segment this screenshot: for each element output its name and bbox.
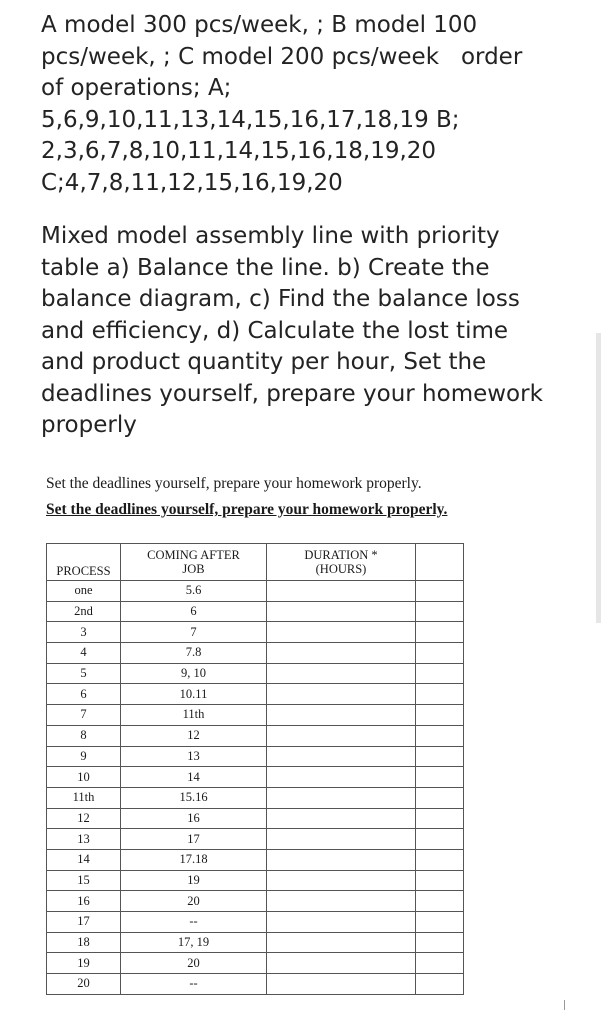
duration-cell [267, 684, 416, 705]
empty-cell [416, 725, 464, 746]
coming-after-cell: 20 [121, 953, 267, 974]
table-row [47, 746, 464, 767]
coming-after-cell: 12 [121, 725, 267, 746]
empty-cell [416, 601, 464, 622]
header-coming-after [121, 544, 267, 581]
table-body [47, 581, 464, 995]
task-line: and efficiency, d) Calculate the lost time [41, 317, 509, 344]
empty-cell [416, 870, 464, 891]
table-row [47, 622, 464, 643]
empty-cell [416, 829, 464, 850]
table-row [47, 891, 464, 912]
coming-after-cell: 17, 19 [121, 932, 267, 953]
duration-cell [267, 663, 416, 684]
duration-cell [267, 932, 416, 953]
question-line: C;4,7,8,11,12,15,16,19,20 [41, 169, 343, 196]
question-line: pcs/week, ; C model 200 pcs/week order [41, 43, 523, 70]
empty-cell [416, 891, 464, 912]
empty-cell [416, 849, 464, 870]
empty-cell [416, 932, 464, 953]
duration-cell [267, 974, 416, 995]
duration-cell [267, 622, 416, 643]
duration-cell [267, 849, 416, 870]
duration-cell [267, 705, 416, 726]
coming-after-cell: 5.6 [121, 581, 267, 602]
table-row [47, 663, 464, 684]
sheet-instruction-bold: Set the deadlines yourself, prepare your homework properly. [46, 501, 448, 518]
table-row [47, 643, 464, 664]
empty-cell [416, 767, 464, 788]
empty-cell [416, 912, 464, 933]
duration-cell [267, 767, 416, 788]
process-cell: one [47, 581, 121, 602]
coming-after-cell: 7 [121, 622, 267, 643]
attached-sheet [46, 475, 566, 519]
table-row [47, 953, 464, 974]
coming-after-cell: -- [121, 912, 267, 933]
table-row [47, 849, 464, 870]
empty-cell [416, 705, 464, 726]
task-line: properly [41, 412, 137, 438]
task-line: Mixed model assembly line with priority [41, 223, 500, 249]
question-line: of operations; A; [41, 75, 232, 101]
process-cell: 15 [47, 870, 121, 891]
process-cell: 18 [47, 932, 121, 953]
question-line: 5,6,9,10,11,13,14,15,16,17,18,19 B; [41, 106, 460, 133]
empty-cell [416, 581, 464, 602]
coming-after-cell: 10.11 [121, 684, 267, 705]
process-cell: 7 [47, 705, 121, 726]
question-text [41, 10, 589, 442]
scroll-indicator [596, 333, 601, 623]
table-row [47, 912, 464, 933]
process-cell: 8 [47, 725, 121, 746]
empty-cell [416, 684, 464, 705]
process-cell: 6 [47, 684, 121, 705]
duration-cell [267, 746, 416, 767]
process-cell: 19 [47, 953, 121, 974]
priority-table [46, 543, 464, 995]
process-cell: 13 [47, 829, 121, 850]
empty-cell [416, 663, 464, 684]
question-line: 2,3,6,7,8,10,11,14,15,16,18,19,20 [41, 138, 437, 164]
coming-after-cell: 13 [121, 746, 267, 767]
table-row [47, 787, 464, 808]
duration-cell [267, 829, 416, 850]
header-duration-line1: DURATION * [304, 548, 378, 562]
coming-after-cell: 7.8 [121, 643, 267, 664]
process-cell: 3 [47, 622, 121, 643]
coming-after-cell: -- [121, 974, 267, 995]
header-duration [267, 544, 416, 581]
empty-cell [416, 622, 464, 643]
duration-cell [267, 808, 416, 829]
question-line: A model 300 pcs/week, ; B model 100 [41, 12, 478, 38]
empty-cell [416, 787, 464, 808]
table-row [47, 829, 464, 850]
task-line: balance diagram, c) Find the balance loss [41, 286, 520, 312]
process-cell: 2nd [47, 601, 121, 622]
process-cell: 5 [47, 663, 121, 684]
table-row [47, 684, 464, 705]
duration-cell [267, 581, 416, 602]
paragraph-gap [41, 199, 589, 221]
header-coming-after-line1: COMING AFTER [147, 548, 240, 562]
edge-mark [564, 1000, 565, 1010]
table-row [47, 767, 464, 788]
task-line: deadlines yourself, prepare your homework [41, 380, 543, 407]
duration-cell [267, 891, 416, 912]
table-row [47, 932, 464, 953]
coming-after-cell: 11th [121, 705, 267, 726]
duration-cell [267, 725, 416, 746]
header-empty [416, 544, 464, 581]
empty-cell [416, 974, 464, 995]
duration-cell [267, 787, 416, 808]
process-cell: 12 [47, 808, 121, 829]
empty-cell [416, 643, 464, 664]
empty-cell [416, 953, 464, 974]
table-row [47, 974, 464, 995]
sheet-instruction: Set the deadlines yourself, prepare your homework properly. [46, 475, 422, 492]
coming-after-cell: 20 [121, 891, 267, 912]
coming-after-cell: 19 [121, 870, 267, 891]
process-cell: 14 [47, 849, 121, 870]
process-cell: 11th [47, 787, 121, 808]
process-cell: 16 [47, 891, 121, 912]
table-row [47, 725, 464, 746]
empty-cell [416, 746, 464, 767]
table-row [47, 705, 464, 726]
coming-after-cell: 15.16 [121, 787, 267, 808]
duration-cell [267, 953, 416, 974]
table-row [47, 581, 464, 602]
table-row [47, 808, 464, 829]
coming-after-cell: 14 [121, 767, 267, 788]
duration-cell [267, 912, 416, 933]
duration-cell [267, 643, 416, 664]
table-row [47, 601, 464, 622]
header-coming-after-line2: JOB [182, 562, 205, 576]
coming-after-cell: 6 [121, 601, 267, 622]
header-process: PROCESS [47, 544, 121, 581]
coming-after-cell: 17.18 [121, 849, 267, 870]
coming-after-cell: 17 [121, 829, 267, 850]
process-cell: 20 [47, 974, 121, 995]
task-line: and product quantity per hour, Set the [41, 349, 487, 375]
duration-cell [267, 601, 416, 622]
process-cell: 4 [47, 643, 121, 664]
process-cell: 10 [47, 767, 121, 788]
process-cell: 17 [47, 912, 121, 933]
table-row [47, 870, 464, 891]
table-header-row [47, 544, 464, 581]
coming-after-cell: 16 [121, 808, 267, 829]
task-line: table a) Balance the line. b) Create the [41, 254, 490, 281]
duration-cell [267, 870, 416, 891]
process-cell: 9 [47, 746, 121, 767]
header-duration-line2: (HOURS) [315, 562, 367, 576]
coming-after-cell: 9, 10 [121, 663, 267, 684]
empty-cell [416, 808, 464, 829]
